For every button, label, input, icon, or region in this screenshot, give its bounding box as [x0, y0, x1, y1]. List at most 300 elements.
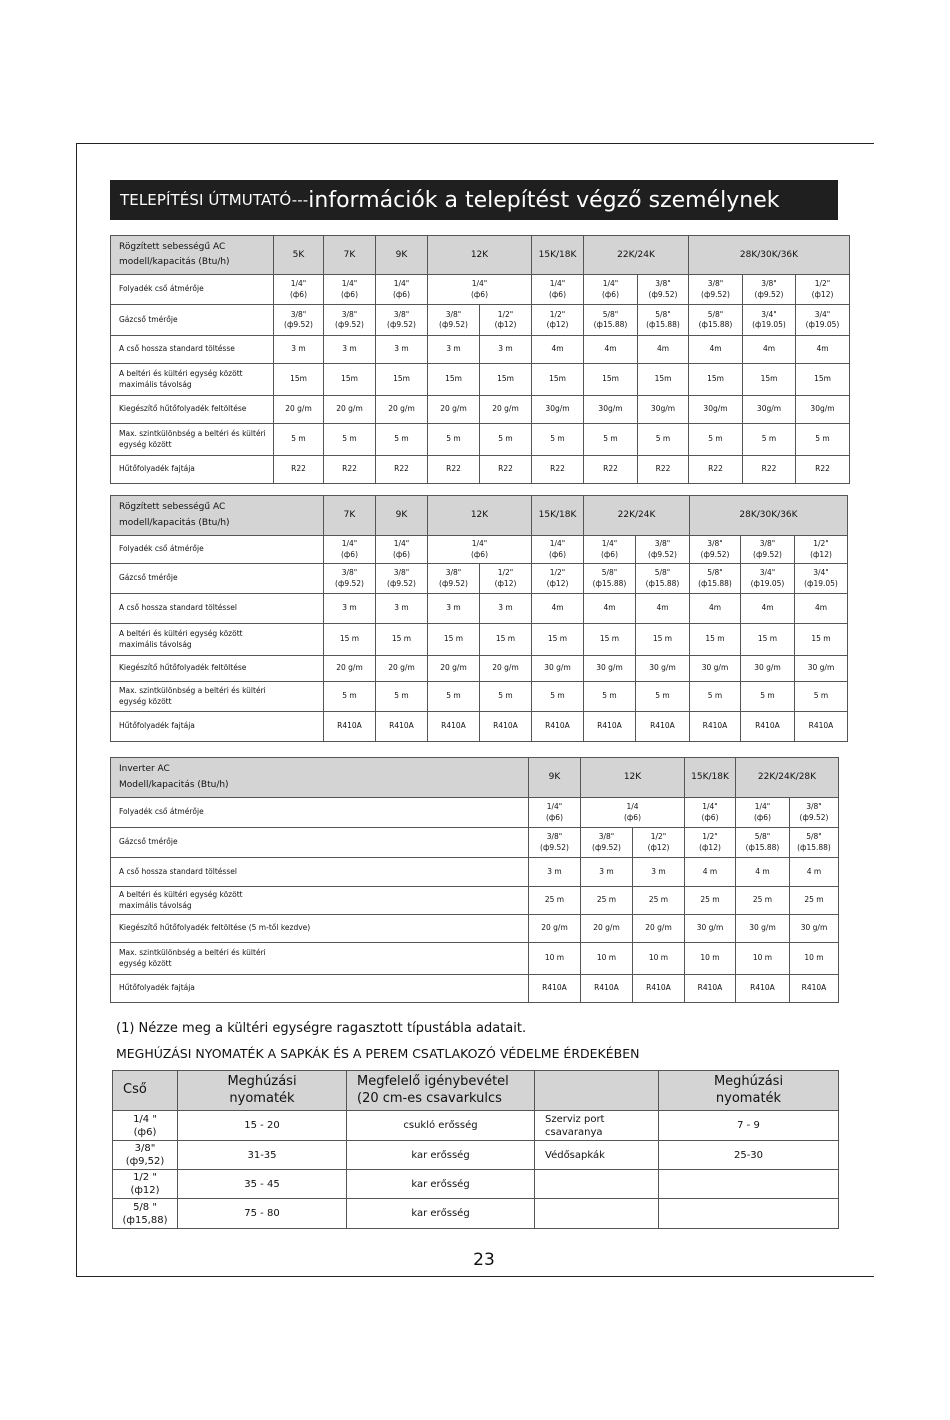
title-main: információk a telepítést végző személynek: [308, 187, 780, 213]
table-cell: 1/2" (ф12): [685, 828, 736, 858]
table-cell: R410A: [581, 975, 633, 1003]
table-cell: 3 m: [274, 336, 324, 364]
table-cell: 4 m: [736, 858, 790, 887]
table-row: [113, 1141, 839, 1170]
table-cell: 4m: [741, 594, 795, 624]
table-cell: 3/8" (ф9.52): [376, 305, 428, 336]
table-cell: 3/8" (ф9.52): [690, 536, 741, 564]
liquid-pipe-row: [111, 275, 850, 305]
table-cell: 3/8" (ф9.52): [428, 305, 480, 336]
table-cell: 1/4 " (ф6): [113, 1111, 178, 1141]
table-cell: 20 g/m: [274, 396, 324, 424]
table-cell: 3 m: [428, 336, 480, 364]
table-cell: 5 m: [795, 682, 848, 712]
pipe-length-row: [111, 858, 839, 887]
frame-bottom-rule: [76, 1276, 874, 1277]
table-cell: 15 m: [584, 624, 636, 656]
table-cell: R410A: [690, 712, 741, 742]
table-cell: 15m: [743, 364, 796, 396]
row-label: A beltéri és kültéri egység között maximális távolság: [111, 364, 274, 396]
table-cell: 30 g/m: [795, 656, 848, 682]
capacity-col-12k: 12K: [581, 758, 685, 798]
row-label: Folyadék cső átmérője: [111, 798, 529, 828]
header-wrench-load: Megfelelő igénybevétel (20 cm-es csavarkulcs: [347, 1071, 535, 1111]
table-cell: 20 g/m: [480, 656, 532, 682]
header-torque: Meghúzási nyomaték: [178, 1071, 347, 1111]
pipe-length-row: [111, 336, 850, 364]
table-cell: 1/2" (ф12): [532, 564, 584, 594]
table-cell: kar erősség: [347, 1141, 535, 1170]
row-label: Folyadék cső átmérője: [111, 536, 324, 564]
row-label: Hűtőfolyadék fajtája: [111, 975, 529, 1003]
table-cell: 3/8" (ф9.52): [274, 305, 324, 336]
table-cell: 3/8" (ф9.52): [428, 564, 480, 594]
table-cell: [659, 1170, 839, 1199]
header-blank: [535, 1071, 659, 1111]
table-cell: 1/4" (ф6): [376, 536, 428, 564]
table-cell: 20 g/m: [376, 656, 428, 682]
max-level-difference-row: [111, 682, 848, 712]
table-cell: 4m: [532, 594, 584, 624]
frame-top-rule: [76, 143, 874, 144]
table-cell: 4 m: [790, 858, 839, 887]
table-cell: 3/4" (ф19.05): [795, 564, 848, 594]
capacity-col-9k: 9K: [376, 236, 428, 275]
row-label: Folyadék cső átmérője: [111, 275, 274, 305]
gas-pipe-row: [111, 828, 839, 858]
table-cell: 30g/m: [584, 396, 638, 424]
table-cell: 15m: [638, 364, 689, 396]
table-cell: [659, 1199, 839, 1229]
max-level-difference-row: [111, 424, 850, 456]
table-cell: 5 m: [532, 424, 584, 456]
table-cell: 4m: [638, 336, 689, 364]
table-cell: 4m: [689, 336, 743, 364]
tightening-torque-table: [112, 1070, 839, 1229]
table-cell: 10 m: [736, 943, 790, 975]
table-cell: 3 m: [324, 594, 376, 624]
table-cell: 15 m: [428, 624, 480, 656]
table-cell: 3/4" (ф19.05): [796, 305, 850, 336]
table-cell: R22: [480, 456, 532, 484]
table-header-row: [111, 236, 850, 275]
liquid-pipe-row: [111, 536, 848, 564]
capacity-col-22-28k: 22K/24K/28K: [736, 758, 839, 798]
row-label: Max. szintkülönbség a beltéri és kültéri egység között: [111, 682, 324, 712]
table-cell: 5/8" (ф15.88): [790, 828, 839, 858]
table-cell: 3/8" (ф9.52): [743, 275, 796, 305]
table-cell: R410A: [584, 712, 636, 742]
table-cell: 4m: [584, 594, 636, 624]
table-cell: 3/8" (ф9.52): [741, 536, 795, 564]
row-label: Gázcső tmérője: [111, 564, 324, 594]
table-cell: 20 g/m: [376, 396, 428, 424]
table-cell: 5 m: [741, 682, 795, 712]
table-cell: 30 g/m: [741, 656, 795, 682]
table-cell: 30g/m: [532, 396, 584, 424]
capacity-col-22-24k: 22K/24K: [584, 496, 690, 536]
table-cell: 5 m: [324, 424, 376, 456]
table-cell: 3 m: [428, 594, 480, 624]
table-cell: Szerviz port csavaranya: [535, 1111, 659, 1141]
table-cell: 10 m: [581, 943, 633, 975]
table-cell: 5 m: [428, 682, 480, 712]
table-cell: 10 m: [529, 943, 581, 975]
capacity-col-12k: 12K: [428, 496, 532, 536]
table-cell: 1/2" (ф12): [796, 275, 850, 305]
table-cell: 5 m: [532, 682, 584, 712]
model-header-line2: modell/kapacitás (Btu/h): [119, 257, 230, 267]
frame-left-rule: [76, 143, 77, 1277]
fixed-speed-r410a-table: [110, 495, 848, 742]
liquid-pipe-row: [111, 798, 839, 828]
table-cell: 1/2" (ф12): [480, 305, 532, 336]
table-cell: 25-30: [659, 1141, 839, 1170]
table-cell: 3/4" (ф19.05): [741, 564, 795, 594]
table-cell: 30 g/m: [790, 915, 839, 943]
table-cell: R410A: [428, 712, 480, 742]
table-cell: R410A: [532, 712, 584, 742]
table-cell: 15m: [274, 364, 324, 396]
model-header-line1: Rögzített sebességű AC: [119, 241, 226, 252]
row-label: Gázcső tmérője: [111, 828, 529, 858]
table-cell: 20 g/m: [324, 656, 376, 682]
table-cell: 4m: [636, 594, 690, 624]
table-cell: 1/4" (ф6): [324, 275, 376, 305]
model-header-cell: [111, 758, 529, 798]
table-cell: 5/8" (ф15.88): [689, 305, 743, 336]
table-cell: R410A: [633, 975, 685, 1003]
table-cell: 3 m: [633, 858, 685, 887]
table-cell: 4m: [532, 336, 584, 364]
table-cell: 4m: [795, 594, 848, 624]
table-cell: R22: [638, 456, 689, 484]
table-cell: 15 m: [741, 624, 795, 656]
table-cell: kar erősség: [347, 1199, 535, 1229]
table-cell: R22: [428, 456, 480, 484]
table-cell: 25 m: [529, 887, 581, 915]
inverter-ac-table: [110, 757, 839, 1003]
row-label: Max. szintkülönbség a beltéri és kültéri egység között: [111, 424, 274, 456]
model-header-line1: Inverter AC: [119, 764, 170, 775]
max-distance-row: [111, 887, 839, 915]
row-label: Kiegészítő hűtőfolyadék feltöltése: [111, 396, 274, 424]
table-cell: 15 m: [376, 624, 428, 656]
table-cell: R410A: [636, 712, 690, 742]
table-cell: 1/4" (ф6): [428, 536, 532, 564]
additional-charge-row: [111, 915, 839, 943]
table-cell: R410A: [480, 712, 532, 742]
table-cell: R410A: [529, 975, 581, 1003]
max-distance-row: [111, 364, 850, 396]
table-cell: 15 m: [795, 624, 848, 656]
table-cell: 25 m: [685, 887, 736, 915]
table-cell: 25 m: [790, 887, 839, 915]
table-cell: 15 m: [324, 624, 376, 656]
table-cell: 3/8" (ф9.52): [324, 305, 376, 336]
table-cell: 1/4" (ф6): [532, 536, 584, 564]
table-cell: 5 m: [428, 424, 480, 456]
table-cell: [535, 1170, 659, 1199]
table-cell: 3 m: [376, 336, 428, 364]
refrigerant-type-row: [111, 975, 839, 1003]
table-cell: 5 m: [584, 682, 636, 712]
table-cell: 5/8" (ф15.88): [638, 305, 689, 336]
table-cell: 30g/m: [796, 396, 850, 424]
table-cell: R410A: [685, 975, 736, 1003]
pipe-length-row: [111, 594, 848, 624]
table-cell: R410A: [790, 975, 839, 1003]
row-label: A beltéri és kültéri egység között maximális távolság: [111, 887, 529, 915]
table-cell: 25 m: [736, 887, 790, 915]
nameplate-note: (1) Nézze meg a kültéri egységre ragasztott típustábla adatait.: [116, 1021, 527, 1036]
table-cell: 1/2" (ф12): [532, 305, 584, 336]
table-cell: 5 m: [638, 424, 689, 456]
table-cell: 5 m: [689, 424, 743, 456]
header-torque-2: Meghúzási nyomaték: [659, 1071, 839, 1111]
capacity-col-15-18k: 15K/18K: [685, 758, 736, 798]
capacity-col-15-18k: 15K/18K: [532, 496, 584, 536]
row-label: A beltéri és kültéri egység között maximális távolság: [111, 624, 324, 656]
table-cell: 35 - 45: [178, 1170, 347, 1199]
table-cell: 1/4" (ф6): [428, 275, 532, 305]
table-cell: 3/8" (ф9.52): [581, 828, 633, 858]
table-cell: [535, 1199, 659, 1229]
table-cell: 3/8" (ф9.52): [376, 564, 428, 594]
table-header-row: [111, 496, 848, 536]
capacity-col-22-24k: 22K/24K: [584, 236, 689, 275]
capacity-col-7k: 7K: [324, 496, 376, 536]
table-row: [113, 1170, 839, 1199]
table-cell: 30 g/m: [690, 656, 741, 682]
row-label: Hűtőfolyadék fajtája: [111, 456, 274, 484]
table-cell: 20 g/m: [633, 915, 685, 943]
table-cell: 1/4" (ф6): [685, 798, 736, 828]
table-cell: 1/2 " (ф12): [113, 1170, 178, 1199]
table-cell: 5/8" (ф15.88): [736, 828, 790, 858]
table-cell: 1/2" (ф12): [480, 564, 532, 594]
table-cell: R22: [796, 456, 850, 484]
table-cell: R410A: [736, 975, 790, 1003]
table-cell: 15m: [376, 364, 428, 396]
table-cell: 30g/m: [743, 396, 796, 424]
table-row: [113, 1199, 839, 1229]
capacity-col-9k: 9K: [529, 758, 581, 798]
table-cell: R22: [743, 456, 796, 484]
table-cell: 30 g/m: [636, 656, 690, 682]
table-cell: 15 - 20: [178, 1111, 347, 1141]
table-cell: 1/4" (ф6): [532, 275, 584, 305]
table-cell: 30g/m: [689, 396, 743, 424]
table-cell: 7 - 9: [659, 1111, 839, 1141]
table-cell: 5 m: [324, 682, 376, 712]
table-cell: 25 m: [633, 887, 685, 915]
table-cell: 3/4" (ф19.05): [743, 305, 796, 336]
table-cell: 1/2" (ф12): [795, 536, 848, 564]
table-cell: 5 m: [796, 424, 850, 456]
table-cell: R410A: [324, 712, 376, 742]
table-cell: 3/8" (ф9.52): [324, 564, 376, 594]
table-cell: 5 m: [690, 682, 741, 712]
page-title: [110, 180, 838, 220]
refrigerant-type-row: [111, 456, 850, 484]
table-header-row: [113, 1071, 839, 1111]
table-cell: 3 m: [480, 336, 532, 364]
table-cell: 75 - 80: [178, 1199, 347, 1229]
gas-pipe-row: [111, 564, 848, 594]
table-cell: 15 m: [480, 624, 532, 656]
table-cell: 30 g/m: [685, 915, 736, 943]
table-cell: R22: [532, 456, 584, 484]
table-cell: 3/8" (ф9.52): [689, 275, 743, 305]
table-cell: 1/4 (ф6): [581, 798, 685, 828]
model-header-line2: Modell/kapacitás (Btu/h): [119, 779, 229, 790]
table-cell: R410A: [741, 712, 795, 742]
row-label: A cső hossza standard töltéssel: [111, 858, 529, 887]
table-cell: 25 m: [581, 887, 633, 915]
table-cell: Védősapkák: [535, 1141, 659, 1170]
table-cell: 5/8 " (ф15,88): [113, 1199, 178, 1229]
table-cell: R22: [689, 456, 743, 484]
table-cell: R22: [324, 456, 376, 484]
table-cell: 5/8" (ф15.88): [690, 564, 741, 594]
table-cell: 1/4" (ф6): [584, 536, 636, 564]
table-cell: 30 g/m: [736, 915, 790, 943]
table-cell: 3 m: [324, 336, 376, 364]
table-cell: 5/8" (ф15.88): [636, 564, 690, 594]
capacity-col-7k: 7K: [324, 236, 376, 275]
table-header-row: [111, 758, 839, 798]
table-cell: 20 g/m: [581, 915, 633, 943]
table-cell: 15m: [796, 364, 850, 396]
table-cell: 3 m: [376, 594, 428, 624]
row-label: A cső hossza standard töltésse: [111, 336, 274, 364]
table-cell: 3 m: [581, 858, 633, 887]
capacity-col-15-18k: 15K/18K: [532, 236, 584, 275]
table-cell: 5 m: [376, 424, 428, 456]
table-cell: 10 m: [685, 943, 736, 975]
table-cell: 15m: [689, 364, 743, 396]
table-cell: 5 m: [274, 424, 324, 456]
table-cell: 5/8" (ф15.88): [584, 305, 638, 336]
row-label: Kiegészítő hűtőfolyadék feltöltése (5 m-től kezdve): [111, 915, 529, 943]
table-cell: 5 m: [636, 682, 690, 712]
table-cell: R22: [274, 456, 324, 484]
table-cell: 15 m: [690, 624, 741, 656]
table-cell: 1/2" (ф12): [633, 828, 685, 858]
table-cell: 5 m: [584, 424, 638, 456]
row-label: Hűtőfolyadék fajtája: [111, 712, 324, 742]
table-cell: 3 m: [480, 594, 532, 624]
model-header-cell: [111, 236, 274, 275]
table-cell: 5 m: [376, 682, 428, 712]
table-cell: 20 g/m: [428, 656, 480, 682]
row-label: Gázcső tmérője: [111, 305, 274, 336]
table-cell: 15 m: [636, 624, 690, 656]
table-cell: 15m: [584, 364, 638, 396]
header-pipe: Cső: [113, 1071, 178, 1111]
capacity-col-28-36k: 28K/30K/36K: [690, 496, 848, 536]
max-level-difference-row: [111, 943, 839, 975]
table-cell: 30g/m: [638, 396, 689, 424]
table-cell: 3/8" (ф9.52): [529, 828, 581, 858]
capacity-col-9k: 9K: [376, 496, 428, 536]
table-cell: 15 m: [532, 624, 584, 656]
table-cell: 3 m: [529, 858, 581, 887]
table-cell: 15m: [428, 364, 480, 396]
table-cell: 4m: [690, 594, 741, 624]
torque-section-heading: MEGHÚZÁSI NYOMATÉK A SAPKÁK ÉS A PEREM CSATLAKOZÓ VÉDELME ÉRDEKÉBEN: [116, 1046, 640, 1061]
table-row: [113, 1111, 839, 1141]
table-cell: 3/8" (ф9,52): [113, 1141, 178, 1170]
additional-charge-row: [111, 396, 850, 424]
table-cell: 10 m: [633, 943, 685, 975]
table-cell: 5 m: [480, 424, 532, 456]
table-cell: 1/4" (ф6): [736, 798, 790, 828]
table-cell: 30 g/m: [584, 656, 636, 682]
table-cell: R22: [376, 456, 428, 484]
capacity-col-12k: 12K: [428, 236, 532, 275]
table-cell: R410A: [376, 712, 428, 742]
table-cell: 15m: [532, 364, 584, 396]
additional-charge-row: [111, 656, 848, 682]
capacity-col-5k: 5K: [274, 236, 324, 275]
table-cell: 20 g/m: [529, 915, 581, 943]
page-number: 23: [473, 1250, 495, 1270]
table-cell: 5 m: [480, 682, 532, 712]
model-header-cell: [111, 496, 324, 536]
table-cell: 3/8" (ф9.52): [636, 536, 690, 564]
table-cell: 1/4" (ф6): [529, 798, 581, 828]
table-cell: 5 m: [743, 424, 796, 456]
table-cell: 15m: [324, 364, 376, 396]
refrigerant-type-row: [111, 712, 848, 742]
table-cell: R410A: [795, 712, 848, 742]
model-header-line1: Rögzített sebességű AC: [119, 502, 226, 513]
row-label: Kiegészítő hűtőfolyadék feltöltése: [111, 656, 324, 682]
model-header-line2: modell/kapacitás (Btu/h): [119, 517, 230, 528]
table-cell: 5/8" (ф15.88): [584, 564, 636, 594]
table-cell: 1/4" (ф6): [324, 536, 376, 564]
capacity-col-28-36k: 28K/30K/36K: [689, 236, 850, 275]
table-cell: 31-35: [178, 1141, 347, 1170]
table-cell: 4m: [743, 336, 796, 364]
table-cell: 10 m: [790, 943, 839, 975]
table-cell: kar erősség: [347, 1170, 535, 1199]
table-cell: R22: [584, 456, 638, 484]
table-cell: 3/8" (ф9.52): [638, 275, 689, 305]
table-cell: 1/4" (ф6): [584, 275, 638, 305]
table-cell: 4m: [584, 336, 638, 364]
table-cell: 20 g/m: [324, 396, 376, 424]
table-cell: 3/8" (ф9.52): [790, 798, 839, 828]
table-cell: 20 g/m: [480, 396, 532, 424]
table-cell: 20 g/m: [428, 396, 480, 424]
table-cell: csukló erősség: [347, 1111, 535, 1141]
table-cell: 1/4" (ф6): [274, 275, 324, 305]
table-cell: 4 m: [685, 858, 736, 887]
row-label: Max. szintkülönbség a beltéri és kültéri egység között: [111, 943, 529, 975]
table-cell: 4m: [796, 336, 850, 364]
max-distance-row: [111, 624, 848, 656]
table-cell: 15m: [480, 364, 532, 396]
fixed-speed-r22-table: [110, 235, 850, 484]
gas-pipe-row: [111, 305, 850, 336]
table-cell: 30 g/m: [532, 656, 584, 682]
title-prefix: TELEPÍTÉSI ÚTMUTATÓ---: [120, 191, 309, 209]
row-label: A cső hossza standard töltéssel: [111, 594, 324, 624]
table-cell: 1/4" (ф6): [376, 275, 428, 305]
